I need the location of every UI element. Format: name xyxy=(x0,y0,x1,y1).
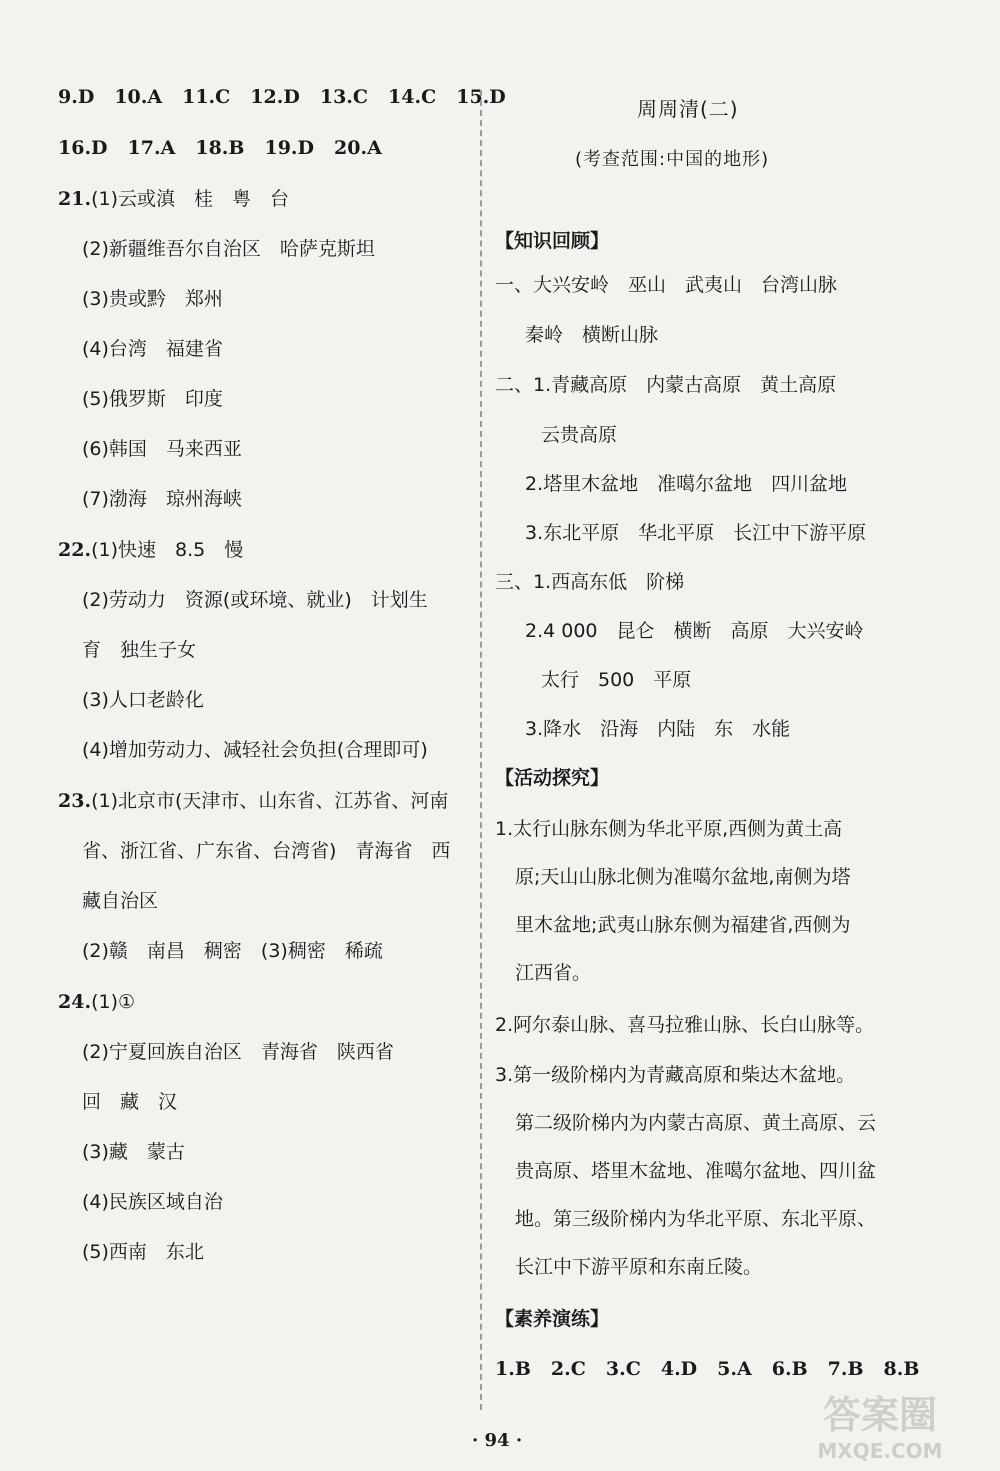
answer-item: 13.C xyxy=(319,86,369,108)
q24-line-1: 24.(1)① xyxy=(58,991,136,1013)
inquiry-1a: 1.太行山脉东侧为华北平原,西侧为黄土高 xyxy=(495,818,843,840)
answer-item: 14.C xyxy=(388,86,437,108)
answer-item: 3.C xyxy=(605,1358,641,1380)
answer-item: 6.B xyxy=(771,1358,808,1380)
q22-line-1: 22.(1)快速 8.5 慢 xyxy=(58,539,244,561)
section-subtitle: (考查范围:中国的地形) xyxy=(575,149,770,170)
answer-item: 5.A xyxy=(717,1358,752,1380)
section-title: 周周清(二) xyxy=(637,97,739,121)
q23-line-1b: 省、浙江省、广东省、台湾省) 青海省 西 xyxy=(82,840,451,862)
answer-item: 18.B xyxy=(195,137,245,159)
answer-item: 8.B xyxy=(883,1358,920,1380)
review-line-1b: 秦岭 横断山脉 xyxy=(525,324,659,346)
answer-item: 19.D xyxy=(264,137,315,159)
inquiry-3c: 贵高原、塔里木盆地、准噶尔盆地、四川盆 xyxy=(515,1160,877,1182)
q21-line-7: (7)渤海 琼州海峡 xyxy=(82,488,242,510)
answer-item: 11.C xyxy=(182,86,231,108)
heading-activity-inquiry: 【活动探究】 xyxy=(495,767,610,789)
q22-line-3: (3)人口老龄化 xyxy=(82,689,204,711)
answer-item: 17.A xyxy=(127,137,176,159)
review-line-3b: 2.4 000 昆仑 横断 高原 大兴安岭 xyxy=(525,620,864,642)
q24-line-4: (4)民族区域自治 xyxy=(82,1191,223,1213)
q21-line-3: (3)贵或黔 郑州 xyxy=(82,288,223,310)
q21-line-1: 21.(1)云或滇 桂 粤 台 xyxy=(58,188,289,210)
page-number: · 94 · xyxy=(472,1430,523,1451)
review-line-2: 二、1.青藏高原 内蒙古高原 黄土高原 xyxy=(495,374,837,396)
heading-literacy-practice: 【素养演练】 xyxy=(495,1308,610,1330)
q23-line-2: (2)赣 南昌 稠密 (3)稠密 稀疏 xyxy=(82,940,383,962)
review-line-3: 三、1.西高东低 阶梯 xyxy=(495,571,685,593)
review-line-2c: 2.塔里木盆地 准噶尔盆地 四川盆地 xyxy=(525,473,848,495)
watermark-text: 答案圈 xyxy=(822,1393,938,1437)
watermark-url: MXQE.COM xyxy=(817,1439,943,1463)
mc-row-2 xyxy=(58,135,382,161)
heading-knowledge-review: 【知识回顾】 xyxy=(495,230,610,252)
inquiry-3a: 3.第一级阶梯内为青藏高原和柴达木盆地。 xyxy=(495,1064,856,1086)
q22-line-2b: 育 独生子女 xyxy=(82,639,197,661)
column-divider xyxy=(480,90,482,1410)
answer-item: 12.D xyxy=(250,86,300,108)
q21-line-4: (4)台湾 福建省 xyxy=(82,338,223,360)
q23-line-1: 23.(1)北京市(天津市、山东省、江苏省、河南 xyxy=(58,790,449,812)
inquiry-1c: 里木盆地;武夷山脉东侧为福建省,西侧为 xyxy=(515,914,851,936)
answer-item: 2.C xyxy=(550,1358,586,1380)
inquiry-2: 2.阿尔泰山脉、喜马拉雅山脉、长白山脉等。 xyxy=(495,1014,875,1036)
inquiry-3b: 第二级阶梯内为内蒙古高原、黄土高原、云 xyxy=(515,1112,877,1134)
answer-item: 15.D xyxy=(456,86,506,108)
review-line-3c: 太行 500 平原 xyxy=(541,669,692,691)
answer-item: 4.D xyxy=(660,1358,698,1380)
mc-row-1 xyxy=(58,84,506,110)
inquiry-3d: 地。第三级阶梯内为华北平原、东北平原、 xyxy=(515,1208,877,1230)
q22-line-2: (2)劳动力 资源(或环境、就业) 计划生 xyxy=(82,589,428,611)
answer-item: 16.D xyxy=(58,137,108,159)
practice-mc-row xyxy=(495,1356,919,1382)
answer-item: 1.B xyxy=(495,1358,531,1380)
q22-line-4: (4)增加劳动力、减轻社会负担(合理即可) xyxy=(82,739,428,761)
inquiry-1d: 江西省。 xyxy=(515,962,592,984)
answer-item: 20.A xyxy=(334,137,382,159)
q24-line-2b: 回 藏 汉 xyxy=(82,1091,178,1113)
q21-line-2: (2)新疆维吾尔自治区 哈萨克斯坦 xyxy=(82,238,375,260)
q21-line-5: (5)俄罗斯 印度 xyxy=(82,388,223,410)
review-line-2d: 3.东北平原 华北平原 长江中下游平原 xyxy=(525,522,867,544)
q24-line-5: (5)西南 东北 xyxy=(82,1241,204,1263)
review-line-1: 一、大兴安岭 巫山 武夷山 台湾山脉 xyxy=(495,274,838,296)
q24-line-2: (2)宁夏回族自治区 青海省 陕西省 xyxy=(82,1041,394,1063)
answer-item: 7.B xyxy=(827,1358,864,1380)
q24-line-3: (3)藏 蒙古 xyxy=(82,1141,185,1163)
review-line-2b: 云贵高原 xyxy=(541,424,618,446)
inquiry-3e: 长江中下游平原和东南丘陵。 xyxy=(515,1256,763,1278)
answer-item: 10.A xyxy=(114,86,163,108)
review-line-3d: 3.降水 沿海 内陆 东 水能 xyxy=(525,718,791,740)
q21-line-6: (6)韩国 马来西亚 xyxy=(82,438,242,460)
answer-item: 9.D xyxy=(58,86,95,108)
watermark-logo xyxy=(780,1386,980,1466)
inquiry-1b: 原;天山山脉北侧为准噶尔盆地,南侧为塔 xyxy=(515,866,851,888)
q23-line-1c: 藏自治区 xyxy=(82,890,159,912)
